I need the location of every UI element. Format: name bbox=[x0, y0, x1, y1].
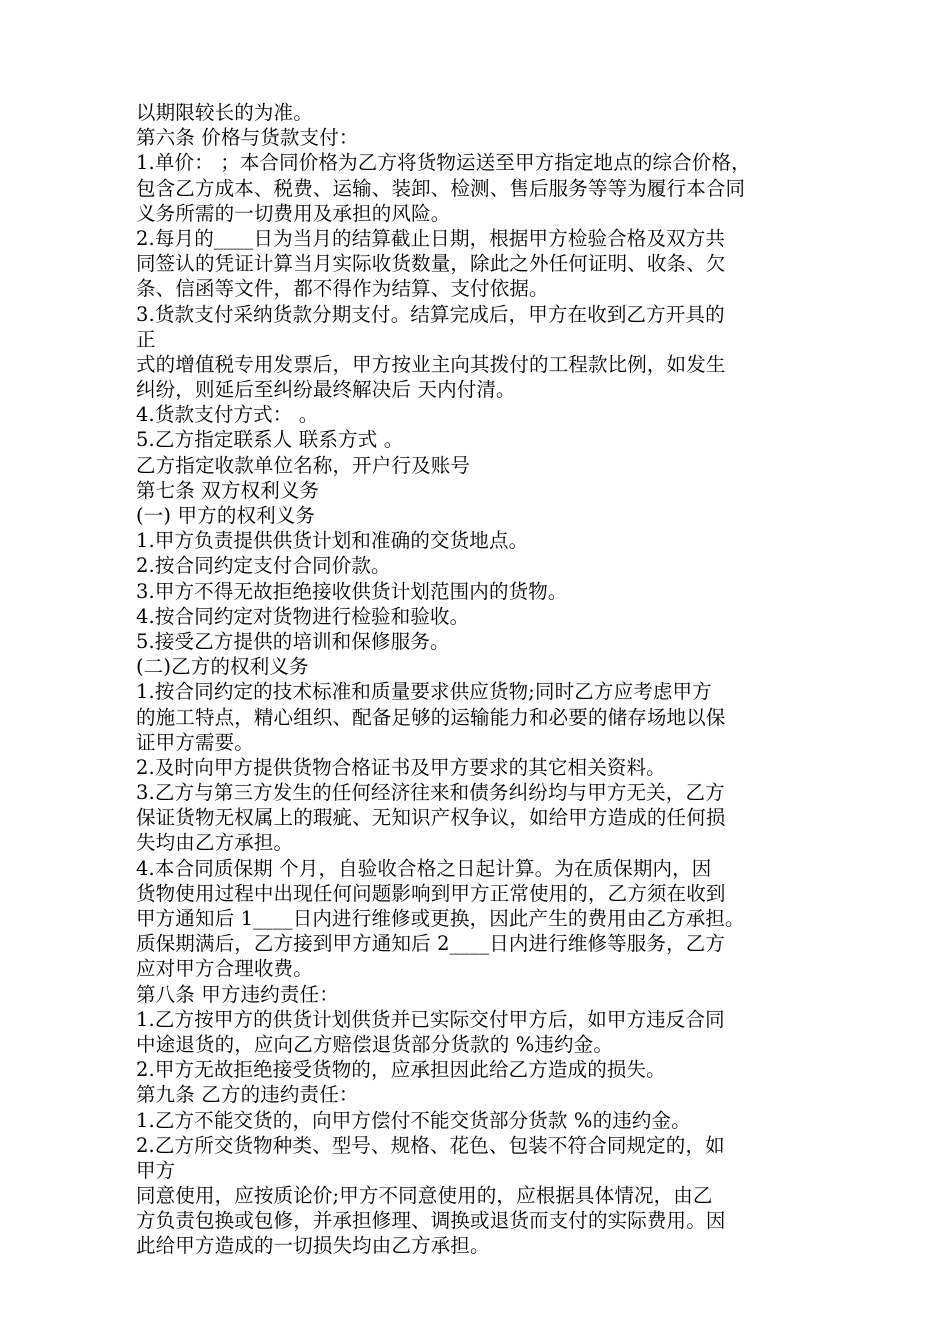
text-line: 甲方通知后 1____日内进行维修或更换，因此产生的费用由乙方承担。 bbox=[136, 907, 745, 930]
text-line: 的施工特点，精心组织、配备足够的运输能力和必要的储存场地以保 bbox=[136, 705, 726, 729]
text-line: 3.乙方与第三方发生的任何经济往来和债务纠纷均与甲方无关，乙方 bbox=[136, 781, 725, 805]
article-8-heading: 第八条 甲方违约责任： bbox=[136, 982, 339, 1006]
text-line: 中途退货的，应向乙方赔偿退货部分货款的 %违约金。 bbox=[136, 1032, 613, 1056]
text-line: 质保期满后，乙方接到甲方通知后 2____日内进行维修等服务，乙方 bbox=[136, 932, 726, 956]
text-line: 义务所需的一切费用及承担的风险。 bbox=[136, 201, 451, 225]
text-line: 乙方指定收款单位名称，开户行及账号 bbox=[136, 453, 471, 477]
text-line: 2.甲方无故拒绝接受货物的，应承担因此给乙方造成的损失。 bbox=[136, 1058, 666, 1082]
text-line: 保证货物无权属上的瑕疵、无知识产权争议，如给甲方造成的任何损 bbox=[136, 806, 726, 830]
text-line: 证甲方需要。 bbox=[136, 730, 254, 754]
text-line: 3.货款支付采纳货款分期支付。结算完成后，甲方在收到乙方开具的 bbox=[136, 302, 725, 326]
text-line: 4.货款支付方式： 。 bbox=[136, 403, 319, 427]
text-line: 应对甲方合理收费。 bbox=[136, 957, 313, 981]
text-line: 失均由乙方承担。 bbox=[136, 831, 294, 855]
text-line: 包含乙方成本、税费、运输、装卸、检测、售后服务等等为履行本合同 bbox=[136, 176, 746, 200]
text-line: 此给甲方造成的一切损失均由乙方承担。 bbox=[136, 1234, 490, 1258]
text-line: 方负责包换或包修，并承担修理、调换或退货而支付的实际费用。因 bbox=[136, 1209, 726, 1233]
text-line: 5.接受乙方提供的培训和保修服务。 bbox=[136, 629, 450, 653]
text-line: 2.乙方所交货物种类、型号、规格、花色、包装不符合同规定的，如 bbox=[136, 1133, 725, 1157]
text-line: 以期限较长的为准。 bbox=[136, 101, 313, 124]
text-line: 5.乙方指定联系人 联系方式 。 bbox=[136, 428, 404, 452]
text-line: 1.单价： ；本合同价格为乙方将货物运送至甲方指定地点的综合价格， bbox=[136, 151, 751, 175]
text-line: 1.甲方负责提供供货计划和准确的交货地点。 bbox=[136, 529, 529, 553]
text-line: 1.按合同约定的技术标准和质量要求供应货物;同时乙方应考虑甲方 bbox=[136, 680, 712, 704]
section-heading: (二)乙方的权利义务 bbox=[136, 655, 309, 679]
text-line: 2.及时向甲方提供货物合格证书及甲方要求的其它相关资料。 bbox=[136, 755, 666, 779]
text-line: 货物使用过程中出现任何问题影响到甲方正常使用的，乙方须在收到 bbox=[136, 881, 726, 905]
text-line: 3.甲方不得无故拒绝接收供货计划范围内的货物。 bbox=[136, 579, 568, 603]
text-line: 2.按合同约定支付合同价款。 bbox=[136, 554, 391, 578]
text-line: 4.本合同质保期 个月，自验收合格之日起计算。为在质保期内，因 bbox=[136, 856, 712, 880]
article-6-heading: 第六条 价格与货款支付： bbox=[136, 126, 359, 150]
text-line: 正 bbox=[136, 327, 156, 351]
text-line: 甲方 bbox=[136, 1158, 176, 1182]
contract-page-body bbox=[136, 100, 826, 1259]
section-heading: (一) 甲方的权利义务 bbox=[136, 504, 316, 527]
article-7-heading: 第七条 双方权利义务 bbox=[136, 478, 320, 502]
text-line: 2.每月的____日为当月的结算截止日期，根据甲方检验合格及双方共 bbox=[136, 226, 726, 250]
text-line: 条、信函等文件，都不得作为结算、支付依据。 bbox=[136, 277, 549, 301]
text-line: 4.按合同约定对货物进行检验和验收。 bbox=[136, 604, 470, 628]
text-line: 1.乙方按甲方的供货计划供货并已实际交付甲方后，如甲方违反合同 bbox=[136, 1007, 725, 1031]
text-line: 同签认的凭证计算当月实际收货数量，除此之外任何证明、收条、欠 bbox=[136, 252, 726, 276]
article-9-heading: 第九条 乙方的违约责任： bbox=[136, 1083, 359, 1107]
text-line: 1.乙方不能交货的，向甲方偿付不能交货部分货款 %的违约金。 bbox=[136, 1108, 691, 1132]
text-line: 式的增值税专用发票后，甲方按业主向其拨付的工程款比例，如发生 bbox=[136, 352, 726, 376]
text-line: 同意使用，应按质论价;甲方不同意使用的，应根据具体情况，由乙 bbox=[136, 1184, 713, 1208]
text-line: 纠纷，则延后至纠纷最终解决后 天内付清。 bbox=[136, 378, 516, 402]
